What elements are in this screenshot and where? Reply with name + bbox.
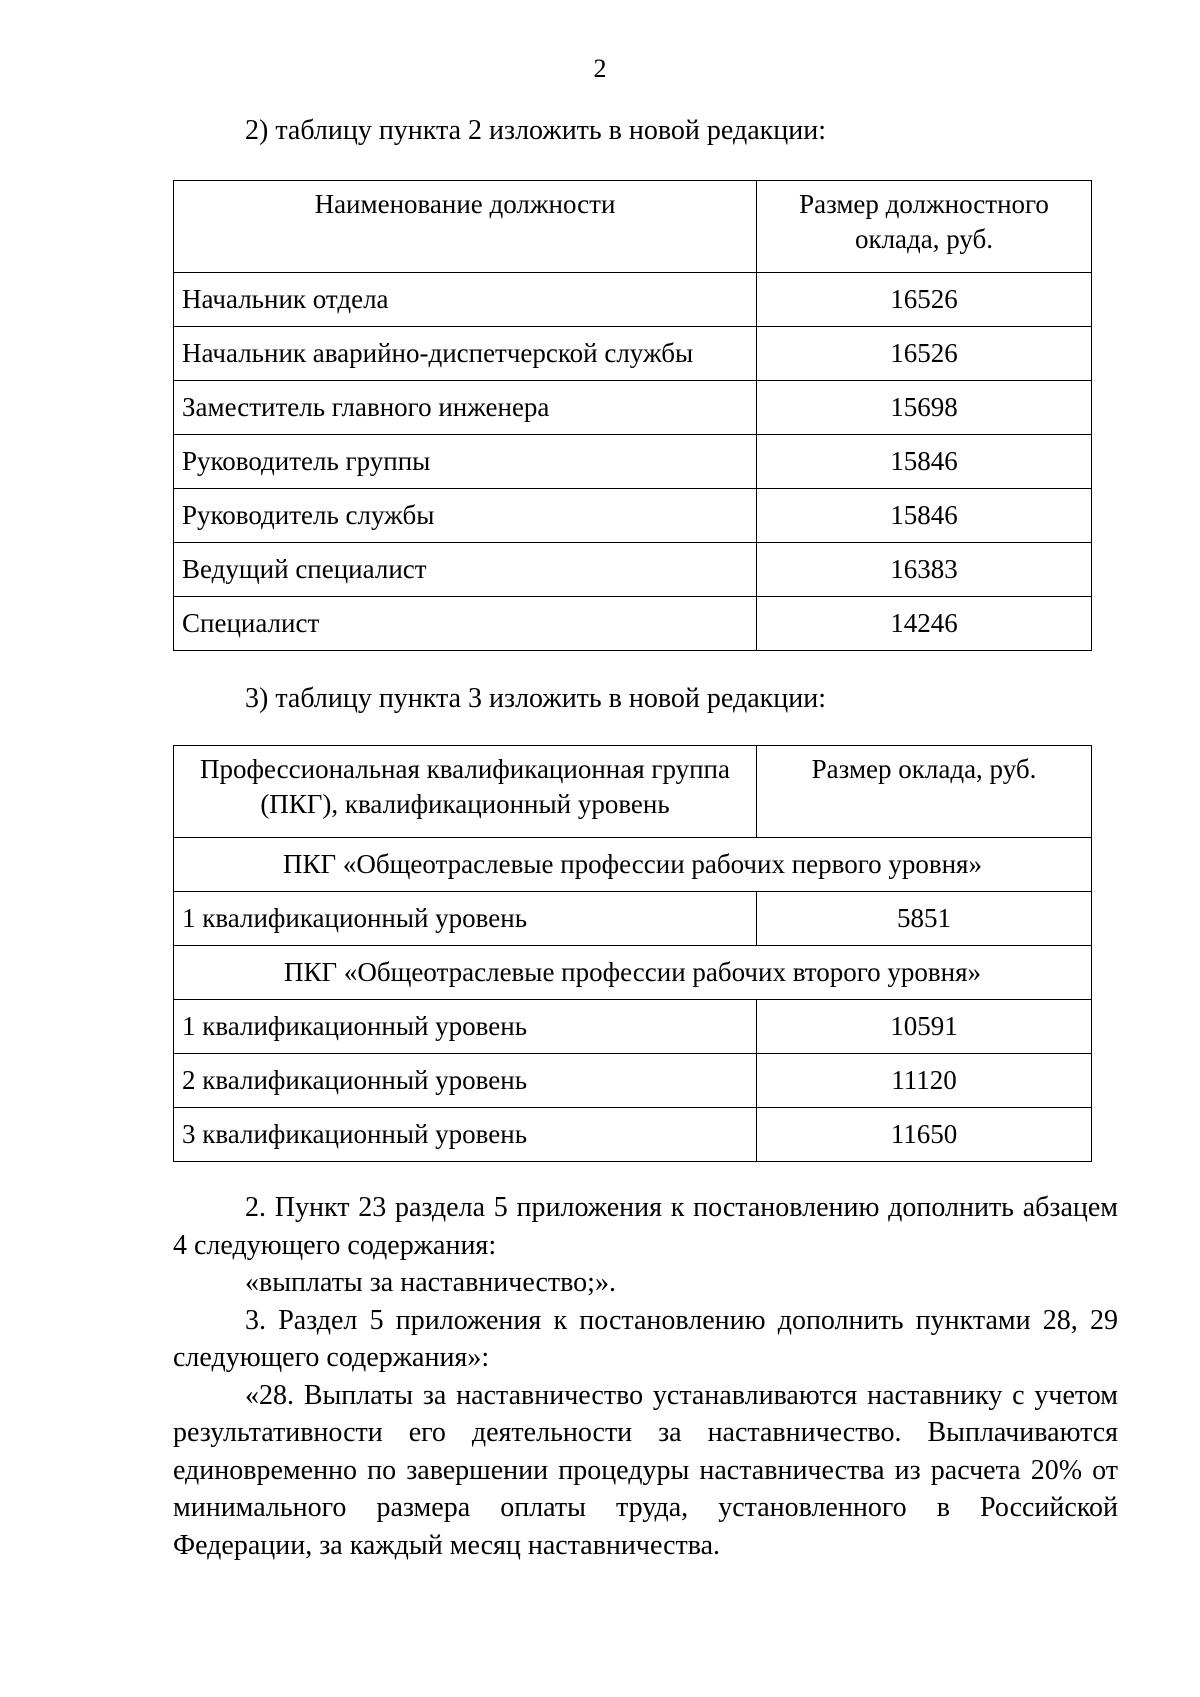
table-row xyxy=(174,597,1092,651)
salary-value: 11650 xyxy=(757,1108,1092,1162)
salary-value: 11120 xyxy=(757,1054,1092,1108)
salary-table-qualification-groups xyxy=(173,745,1092,1162)
salary-value: 16526 xyxy=(757,327,1092,381)
salary-value: 10591 xyxy=(757,1000,1092,1054)
table-header-row xyxy=(174,746,1092,838)
group-title: ПКГ «Общеотраслевые профессии рабочих первого уровня» xyxy=(174,838,1092,892)
table-row xyxy=(174,435,1092,489)
group-row xyxy=(174,946,1092,1000)
header-salary: Размер оклада, руб. xyxy=(757,746,1092,838)
table-row xyxy=(174,1108,1092,1162)
page-number: 2 xyxy=(593,54,607,83)
position-name: Руководитель группы xyxy=(174,435,757,489)
position-name: Начальник аварийно-диспетчерской службы xyxy=(174,327,757,381)
salary-value: 16383 xyxy=(757,543,1092,597)
position-name: Руководитель службы xyxy=(174,489,757,543)
body-text xyxy=(173,1189,1118,1564)
group-row xyxy=(174,838,1092,892)
paragraph-quote-mentoring: «выплаты за наставничество;». xyxy=(245,1267,616,1298)
qualification-level: 3 квалификационный уровень xyxy=(174,1108,757,1162)
salary-value: 15846 xyxy=(757,435,1092,489)
table-row xyxy=(174,273,1092,327)
position-name: Ведущий специалист xyxy=(174,543,757,597)
paragraph-point-28: «28. Выплаты за наставничество устанавливаются наставнику с учетом результативности его деятельности за наставничество. Выплачиваются единовременно по завершении процедуры наставничества из расчета 20% от минимального размера оплаты труда, установленного в Российской Федерации, за каждый месяц наставничества. xyxy=(173,1379,1118,1561)
position-name: Заместитель главного инженера xyxy=(174,381,757,435)
table-row xyxy=(174,1054,1092,1108)
table-row xyxy=(174,327,1092,381)
instruction-table-2: 3) таблицу пункта 3 изложить в новой редакции: xyxy=(245,683,826,714)
instruction-table-1: 2) таблицу пункта 2 изложить в новой редакции: xyxy=(245,115,826,146)
salary-value: 14246 xyxy=(757,597,1092,651)
table-row xyxy=(174,489,1092,543)
table-row xyxy=(174,1000,1092,1054)
table-row xyxy=(174,892,1092,946)
salary-value: 5851 xyxy=(757,892,1092,946)
salary-value: 15698 xyxy=(757,381,1092,435)
table-header-row xyxy=(174,181,1092,273)
position-name: Начальник отдела xyxy=(174,273,757,327)
header-qualification-group: Профессиональная квалификационная группа (ПКГ), квалификационный уровень xyxy=(174,746,757,838)
salary-table-positions xyxy=(173,180,1092,651)
position-name: Специалист xyxy=(174,597,757,651)
paragraph-item-3: 3. Раздел 5 приложения к постановлению дополнить пунктами 28, 29 следующего содержания»: xyxy=(173,1304,1118,1373)
table-row xyxy=(174,543,1092,597)
qualification-level: 1 квалификационный уровень xyxy=(174,892,757,946)
table-row xyxy=(174,381,1092,435)
header-salary: Размер должностного оклада, руб. xyxy=(757,181,1092,273)
salary-value: 16526 xyxy=(757,273,1092,327)
qualification-level: 1 квалификационный уровень xyxy=(174,1000,757,1054)
paragraph-item-2: 2. Пункт 23 раздела 5 приложения к постановлению дополнить абзацем 4 следующего содержания: xyxy=(173,1192,1118,1261)
qualification-level: 2 квалификационный уровень xyxy=(174,1054,757,1108)
group-title: ПКГ «Общеотраслевые профессии рабочих второго уровня» xyxy=(174,946,1092,1000)
header-position-name: Наименование должности xyxy=(174,181,757,273)
salary-value: 15846 xyxy=(757,489,1092,543)
